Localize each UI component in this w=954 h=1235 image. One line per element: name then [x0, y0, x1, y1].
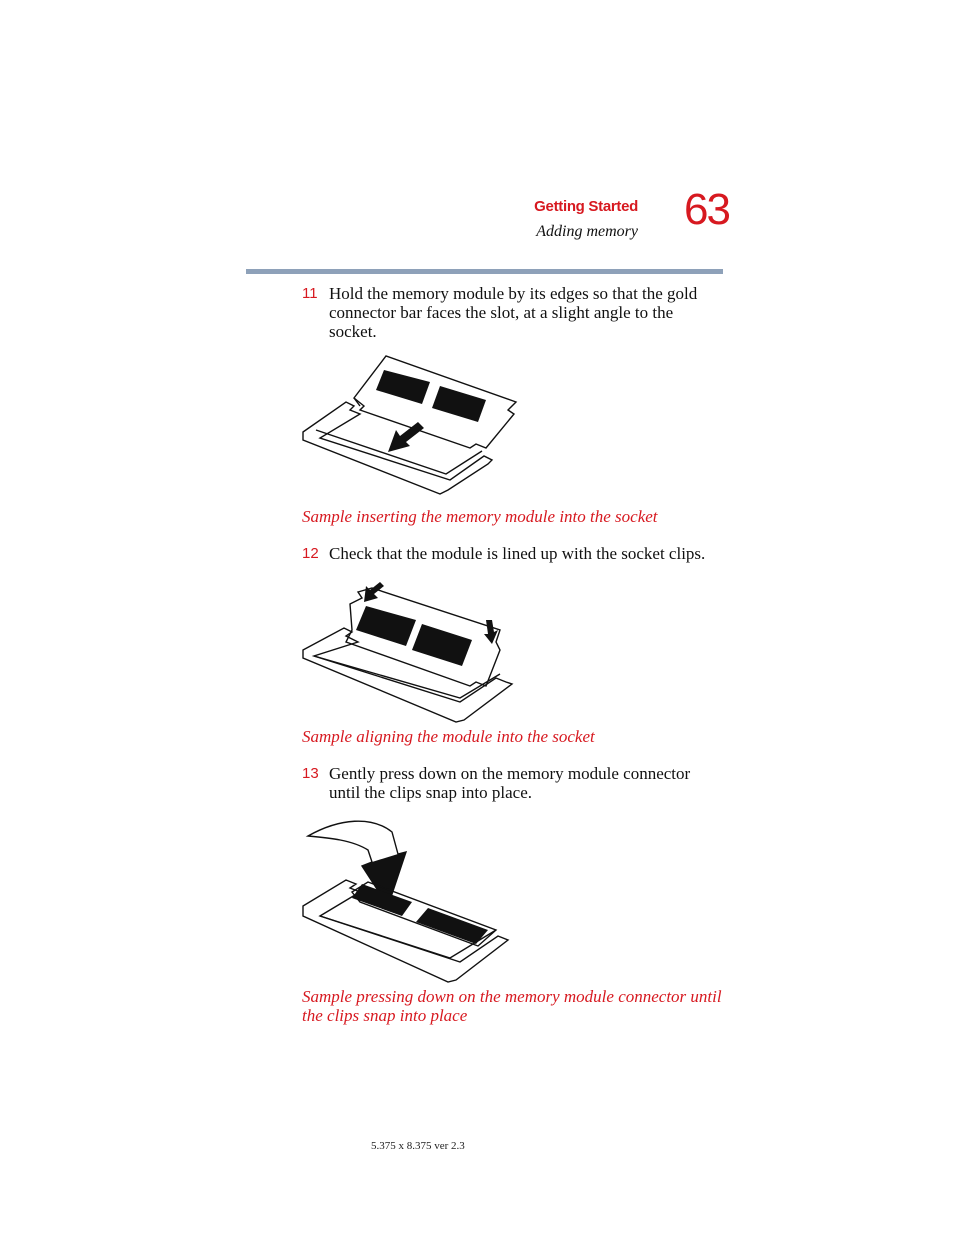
- step-13: [302, 764, 722, 802]
- figure-caption: Sample inserting the memory module into the socket: [302, 507, 658, 526]
- figure-inserting-module: [300, 352, 522, 498]
- step-text: Check that the module is lined up with the socket clips.: [329, 544, 706, 563]
- memory-chip: [432, 386, 486, 422]
- figure-caption: Sample aligning the module into the socket: [302, 727, 595, 746]
- footer-note: 5.375 x 8.375 ver 2.3: [371, 1140, 465, 1152]
- memory-chip: [356, 606, 416, 646]
- figure-pressing-module: [300, 812, 522, 988]
- page-number: 63: [684, 185, 729, 234]
- header-rule: [246, 269, 723, 274]
- figure-caption: Sample pressing down on the memory module connector until the clips snap into place: [302, 987, 722, 1025]
- step-12: [302, 544, 722, 563]
- memory-chip: [376, 370, 430, 404]
- step-number: 12: [302, 545, 319, 562]
- step-number: 13: [302, 765, 319, 782]
- memory-chip: [412, 624, 472, 666]
- step-11: [302, 284, 722, 341]
- arrow-icon: [364, 582, 384, 602]
- step-number: 11: [302, 285, 318, 302]
- step-text: Hold the memory module by its edges so that the gold connector bar faces the slot, at a slight angle to the socket.: [329, 284, 698, 341]
- subsection-title: Adding memory: [536, 223, 638, 240]
- figure-aligning-module: [300, 578, 522, 726]
- step-text: Gently press down on the memory module connector until the clips snap into place.: [329, 764, 691, 802]
- section-title: Getting Started: [534, 198, 638, 215]
